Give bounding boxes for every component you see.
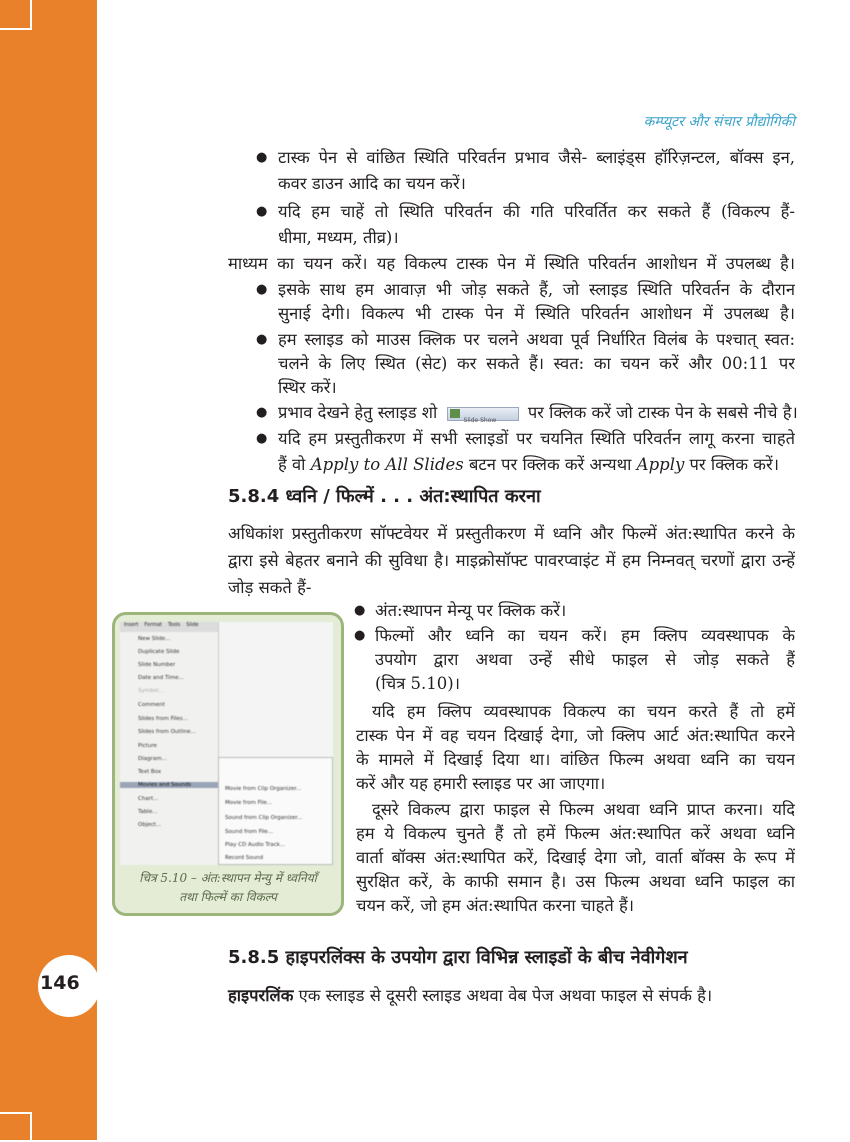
figure-caption-line: तथा फिल्में का विकल्प bbox=[179, 890, 277, 904]
text-line: फिल्मों और ध्वनि का चयन करें। हम क्लिप व्यवस्थापक के bbox=[375, 626, 795, 645]
menu-item: Chart... bbox=[138, 796, 159, 802]
menu-item: Slides from Files... bbox=[138, 716, 188, 722]
menu-item-selected: Movies and Sounds bbox=[120, 782, 218, 788]
running-header: कम्प्यूटर और संचार प्रौद्योगिकी bbox=[643, 114, 795, 130]
text-line: धीमा, मध्यम, तीव्र)। bbox=[278, 228, 399, 247]
paragraph-line: अधिकांश प्रस्तुतीकरण सॉफ्टवेयर में प्रस्तुतीकरण में ध्वनि और फिल्में अंत:स्थापित करने के bbox=[228, 524, 795, 543]
text-line: चलने के लिए स्थित (सेट) कर सकते हैं। स्वत: का चयन करें और 00:11 पर bbox=[278, 354, 795, 373]
page-number: 146 bbox=[40, 972, 80, 994]
menu-item: Diagram... bbox=[138, 756, 167, 762]
paragraph-line: यदि हम क्लिप व्यवस्थापक विकल्प का चयन करते हैं तो हमें bbox=[372, 702, 795, 721]
submenu-item: Movie from Clip Organizer... bbox=[225, 786, 302, 792]
apply-all-term: Apply to All Slides bbox=[310, 455, 464, 474]
paragraph-line: टास्क पेन में वह चयन दिखाई देगा, जो क्लिप आर्ट अंत:स्थापित करने bbox=[356, 726, 795, 745]
text-segment: प्रभाव देखने हेतु स्लाइड शो bbox=[278, 403, 438, 422]
menu-item: Object... bbox=[138, 822, 162, 828]
bullet: ● bbox=[256, 405, 268, 420]
slide-show-icon bbox=[450, 409, 460, 418]
menubar-item: Insert bbox=[124, 622, 139, 628]
paragraph-line: जोड़ सकते हैं- bbox=[228, 578, 312, 597]
bullet: ● bbox=[256, 332, 268, 347]
crop-mark-bottom bbox=[0, 1112, 32, 1142]
bullet: ● bbox=[354, 603, 366, 618]
apply-term: Apply bbox=[636, 455, 685, 474]
bullet: ● bbox=[256, 282, 268, 297]
slide-show-button-image bbox=[447, 407, 519, 424]
paragraph-line: हम ये विकल्प चुनते हैं तो हमें फिल्म अंत:स्थापित करें अथवा ध्वनि bbox=[356, 824, 795, 843]
menu-item: Picture bbox=[138, 743, 157, 749]
text-segment: एक स्लाइड से दूसरी स्लाइड अथवा वेब पेज अथवा फाइल से संपर्क है। bbox=[293, 986, 713, 1005]
paragraph-line: वार्ता बॉक्स अंत:स्थापित करें, दिखाई देगा जो, वार्ता बॉक्स के रूप में bbox=[356, 848, 795, 867]
paragraph-line: चयन करें, जो हम अंत:स्थापित करना चाहते हैं। bbox=[356, 896, 635, 915]
text-segment: पर क्लिक करें जो टास्क पेन के सबसे नीचे है। bbox=[527, 403, 798, 422]
submenu-item: Record Sound bbox=[225, 855, 264, 861]
text-line: स्थिर करें। bbox=[278, 378, 337, 397]
text-line: अंत:स्थापन मेन्यू पर क्लिक करें। bbox=[375, 601, 567, 620]
menu-bar bbox=[120, 622, 218, 632]
text-line bbox=[278, 454, 779, 476]
slide-show-label: Slide Show bbox=[463, 416, 497, 424]
paragraph-line: माध्यम का चयन करें। यह विकल्प टास्क पेन में स्थिति परिवर्तन आशोधन में उपलब्ध है। bbox=[228, 254, 795, 273]
text-line: यदि हम चाहें तो स्थिति परिवर्तन की गति परिवर्तित कर सकते हैं (विकल्प हैं- bbox=[278, 202, 795, 221]
bullet: ● bbox=[354, 628, 366, 643]
text-segment: पर क्लिक करें। bbox=[684, 455, 779, 474]
text-line: टास्क पेन से वांछित स्थिति परिवर्तन प्रभाव जैसे- ब्लाइंड्स हॉरिज़न्टल, बॉक्स इन, bbox=[278, 148, 795, 167]
submenu-item: Play CD Audio Track... bbox=[225, 842, 286, 848]
menu-item: Slides from Outline... bbox=[138, 729, 196, 735]
menu-item: Symbol... bbox=[138, 688, 164, 694]
menu-item: Text Box bbox=[138, 769, 162, 775]
paragraph-line: सुरक्षित करें, के काफी समान है। उस फिल्म अथवा ध्वनि फाइल का bbox=[356, 872, 795, 891]
menu-item: Slide Number bbox=[138, 662, 176, 668]
insert-menu bbox=[120, 622, 219, 865]
figure-caption-line: चित्र 5.10 – अंत:स्थापन मेन्यु में ध्वनियाँ bbox=[139, 871, 317, 885]
submenu-item: Sound from Clip Organizer... bbox=[225, 815, 303, 821]
paragraph-line bbox=[228, 985, 712, 1007]
submenu-item: Movie from File... bbox=[225, 800, 273, 806]
menubar-item: Tools bbox=[167, 622, 181, 628]
insert-menu-screenshot bbox=[120, 622, 333, 865]
bullet: ● bbox=[256, 204, 268, 219]
text-segment: हैं वो bbox=[278, 455, 311, 474]
text-line bbox=[278, 402, 798, 424]
bullet: ● bbox=[256, 431, 268, 446]
menu-item: Table... bbox=[138, 809, 158, 815]
section-heading-5-8-5: 5.8.5 हाइपरलिंक्स के उपयोग द्वारा विभिन्न स्लाइडों के बीच नेवीगेशन bbox=[228, 947, 688, 968]
menubar-item: Slide bbox=[186, 622, 199, 628]
text-line: (चित्र 5.10)। bbox=[375, 674, 460, 693]
hyperlink-term: हाइपरलिंक bbox=[228, 986, 294, 1005]
paragraph-line: द्वारा इसे बेहतर बनाने की सुविधा है। माइक्रोसॉफ्ट पावरप्वाइंट में हम निम्नवत् चरणों द्वारा उन्हें bbox=[228, 551, 795, 570]
submenu-item: Sound from File... bbox=[225, 829, 274, 835]
text-segment: बटन पर क्लिक करें अन्यथा bbox=[463, 455, 637, 474]
section-heading-5-8-4: 5.8.4 ध्वनि / फिल्में . . . अंत:स्थापित करना bbox=[228, 486, 541, 507]
menu-item: Comment bbox=[138, 702, 165, 708]
text-line: इसके साथ हम आवाज़ भी जोड़ सकते हैं, जो स्लाइड स्थिति परिवर्तन के दौरान bbox=[278, 280, 795, 299]
paragraph-line: करें और यह हमारी स्लाइड पर आ जाएगा। bbox=[356, 774, 606, 793]
text-line: यदि हम प्रस्तुतीकरण में सभी स्लाइडों पर चयनित स्थिति परिवर्तन लागू करना चाहते bbox=[278, 429, 795, 448]
crop-mark-top bbox=[0, 0, 32, 30]
paragraph-line: दूसरे विकल्प द्वारा फाइल से फिल्म अथवा ध्वनि प्राप्त करना। यदि bbox=[372, 800, 795, 819]
bullet: ● bbox=[256, 150, 268, 165]
text-line: हम स्लाइड को माउस क्लिक पर चलने अथवा पूर्व निर्धारित विलंब के पश्चात् स्वत: bbox=[278, 330, 795, 349]
movies-sounds-submenu bbox=[218, 757, 333, 865]
menu-item: New Slide... bbox=[138, 636, 171, 642]
menubar-item: Format bbox=[144, 622, 162, 628]
paragraph-line: के मामले में दिखाई दिया था। वांछित फिल्म अथवा ध्वनि का चयन bbox=[356, 750, 795, 769]
menu-item: Date and Time... bbox=[138, 675, 184, 681]
text-line: कवर डाउन आदि का चयन करें। bbox=[278, 174, 466, 193]
text-line: उपयोग द्वारा अथवा उन्हें सीधे फाइल से जोड़ सकते हैं bbox=[375, 650, 795, 669]
text-line: सुनाई देगी। विकल्प भी टास्क पेन में स्थिति परिवर्तन आशोधन में उपलब्ध है। bbox=[278, 304, 795, 323]
menu-item: Duplicate Slide bbox=[138, 649, 180, 655]
